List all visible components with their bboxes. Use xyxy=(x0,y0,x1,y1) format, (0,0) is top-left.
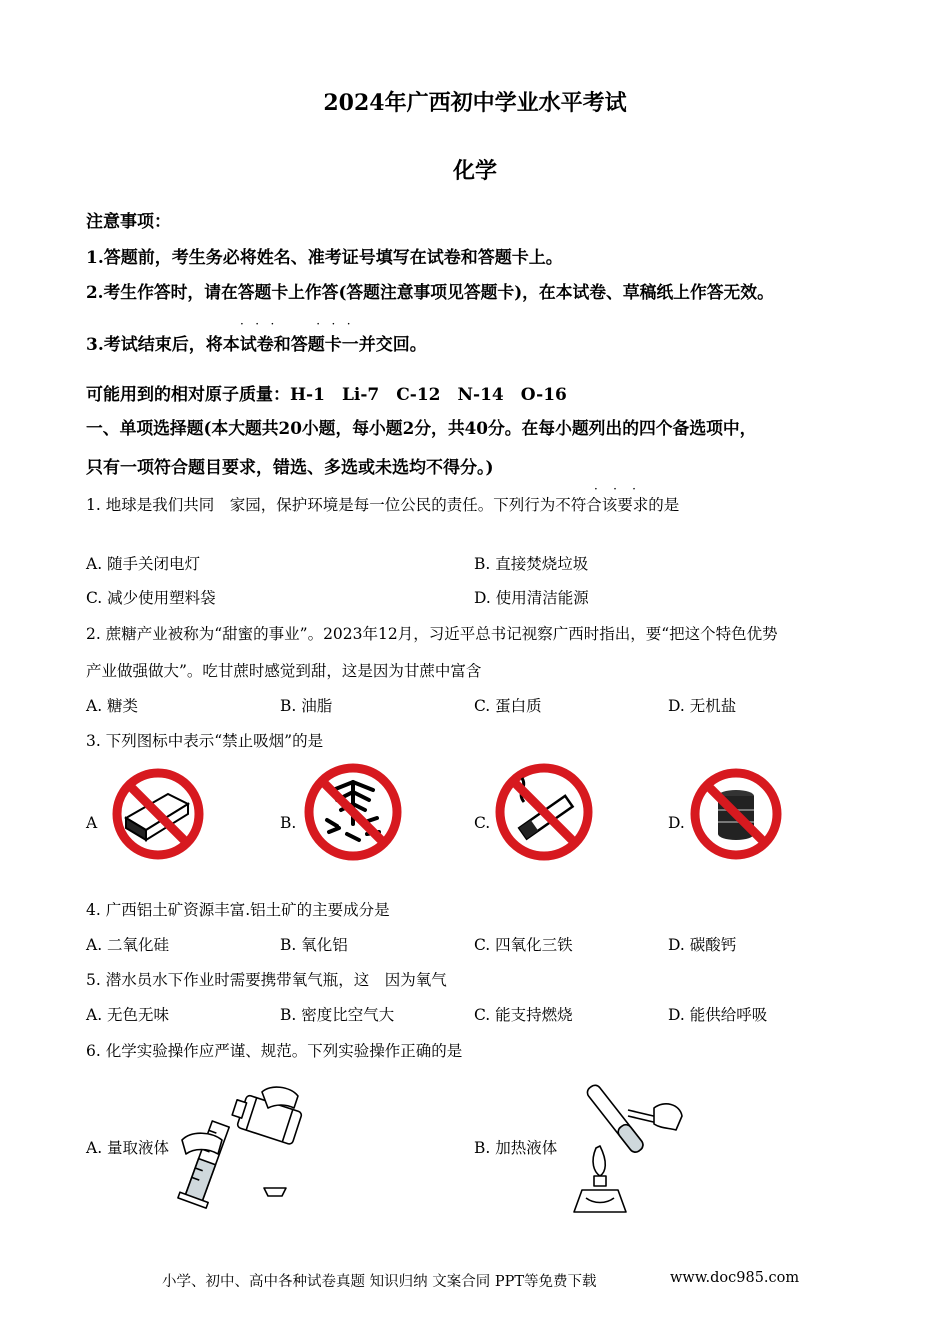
notice-item-1: 1.答题前，考生务必将姓名、准考证号填写在试卷和答题卡上。 xyxy=(86,248,563,268)
notice-heading: 注意事项： xyxy=(86,212,171,232)
q3-option-b: B. xyxy=(280,814,297,832)
notice-item-2: 2.考生作答时，请在答题卡上作答(答题注意事项见答题卡)，在本试卷、草稿纸上作答无效。 xyxy=(86,282,774,302)
q4-option-a: A. 二氧化硅 xyxy=(86,936,170,954)
section1-line2: 只有一项符合题目要求，错选、多选或未选均不得分。) xyxy=(86,458,494,478)
q1-option-b: B. 直接焚烧垃圾 xyxy=(474,555,589,573)
no-matches-sign-icon xyxy=(110,766,206,862)
q2-option-a: A. 糖类 xyxy=(86,697,139,715)
measuring-liquid-illustration xyxy=(178,1082,308,1212)
q4-option-c: C. 四氧化三铁 xyxy=(474,936,573,954)
question-4-stem: 4. 广西铝土矿资源丰富.铝土矿的主要成分是 xyxy=(86,901,390,919)
atomic-mass-line: 可能用到的相对原子质量：H-1 Li-7 C-12 N-14 O-16 xyxy=(86,385,567,405)
question-6-stem: 6. 化学实验操作应严谨、规范。下列实验操作正确的是 xyxy=(86,1042,463,1060)
notice-item-3: 3.考试结束后，将本试卷和答题卡一并交回。 xyxy=(86,335,427,355)
footer-text: 小学、初中、高中各种试卷真题 知识归纳 文案合同 PPT等免费下载 xyxy=(162,1274,597,1290)
exam-title: 2024年广西初中学业水平考试 xyxy=(323,90,627,116)
q2-option-b: B. 油脂 xyxy=(280,697,333,715)
question-2-stem-line2: 产业做强做大”。吃甘蔗时感觉到甜，这是因为甘蔗中富含 xyxy=(86,662,482,680)
q1-option-a: A. 随手关闭电灯 xyxy=(86,555,201,573)
no-oil-barrel-sign-icon xyxy=(688,766,784,862)
q5-option-a: A. 无色无味 xyxy=(86,1006,170,1024)
question-5-stem: 5. 潜水员水下作业时需要携带氧气瓶，这 因为氧气 xyxy=(86,971,447,989)
footer-url[interactable]: www.doc985.com xyxy=(670,1270,800,1286)
q6-option-b: B. 加热液体 xyxy=(474,1139,558,1157)
q3-option-a: A xyxy=(86,814,98,832)
subject-title: 化学 xyxy=(452,158,497,184)
q1-option-d: D. 使用清洁能源 xyxy=(474,589,589,607)
no-smoking-sign-icon xyxy=(494,762,594,862)
q5-option-b: B. 密度比空气大 xyxy=(280,1006,395,1024)
emphasis-dots: · · · xyxy=(594,482,636,496)
q3-option-c: C. xyxy=(474,814,491,832)
q3-option-d: D. xyxy=(668,814,685,832)
question-1-stem: 1. 地球是我们共同 家园，保护环境是每一位公民的责任。下列行为不符合该要求的是 xyxy=(86,496,680,514)
emphasis-dots: · · · · · · xyxy=(240,317,351,331)
q6-option-a: A. 量取液体 xyxy=(86,1139,170,1157)
q4-option-d: D. 碳酸钙 xyxy=(668,936,737,954)
q2-option-d: D. 无机盐 xyxy=(668,697,737,715)
q4-option-b: B. 氧化铝 xyxy=(280,936,348,954)
no-fireworks-sign-icon xyxy=(303,762,403,862)
question-3-stem: 3. 下列图标中表示“禁止吸烟”的是 xyxy=(86,732,324,750)
q1-option-c: C. 减少使用塑料袋 xyxy=(86,589,216,607)
q5-option-d: D. 能供给呼吸 xyxy=(668,1006,768,1024)
section1-line1: 一、单项选择题(本大题共20小题，每小题2分，共40分。在每小题列出的四个备选项中， xyxy=(86,418,757,438)
q2-option-c: C. 蛋白质 xyxy=(474,697,542,715)
question-2-stem-line1: 2. 蔗糖产业被称为“甜蜜的事业”。2023年12月，习近平总书记视察广西时指出，要“把这个特色优势 xyxy=(86,625,778,643)
heating-liquid-illustration xyxy=(550,1080,690,1220)
q5-option-c: C. 能支持燃烧 xyxy=(474,1006,573,1024)
